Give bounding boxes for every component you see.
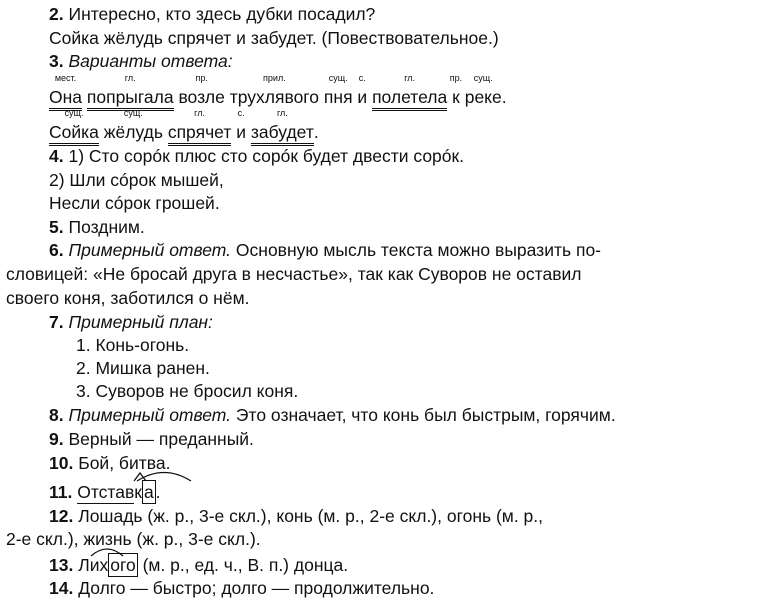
predicate-word: гл. попрыгала [87,86,174,111]
item-13 [49,553,348,577]
pos-label: гл. [404,73,416,83]
item-2-line-1 [49,3,375,25]
predicate-word: гл. спрячет [168,121,232,146]
pos-label: сущ. [123,108,143,118]
word-ending: ого [110,555,136,575]
item-9 [49,428,254,450]
plan-item-1: 1. Конь-огонь. [76,335,190,355]
item-4-line-1 [49,145,464,167]
pos-label: прил. [263,73,286,83]
item-number: 13. [49,555,74,575]
plan-item-2: 2. Мишка ранен. [76,358,210,378]
word-ending: а [143,482,154,502]
word: с. и [236,108,247,142]
item-8 [49,404,616,426]
pos-label: пр. [195,73,208,83]
item-number: 3. [49,51,64,71]
parsed-sentence-2: сущ. Сойка сущ. жёлудь гл. спрячет с. и гл. забудет. [49,121,319,146]
pos-label: гл. [124,73,136,83]
item-12-text: Лошадь (ж. р., 3-е скл.), конь (м. р., 2-е скл.), огонь (м. р., [78,506,544,526]
item-11: 11. Отставк а . [49,480,161,504]
parsed-sentence-1: мест. Она гл. попрыгала пр. возле прил. трухлявого сущ. пня с. и гл. полетела пр. к сущ. реке. [49,86,507,111]
item-8-italic: Примерный ответ. [68,405,232,425]
pos-label: сущ. [64,108,84,118]
item-5-text: Поздним. [68,217,145,237]
item-7-heading [49,311,213,333]
item-10-text: Бой, битва. [78,453,171,473]
item-number: 8. [49,405,64,425]
pos-label: пр. [449,73,463,83]
item-number: 5. [49,217,64,237]
word-morpheme-analysis [78,553,137,577]
item-6-line-3: своего коня, заботился о нём. [6,288,250,308]
item-14 [49,577,434,599]
word: прил. трухлявого [229,73,320,107]
subject-word: сущ. Сойка [49,121,99,146]
word: с. и [357,73,368,107]
pos-label: с. [358,73,366,83]
item-2-line-2: Сойка жёлудь спрячет и забудет. (Повествовательное.) [49,28,499,48]
word-morpheme-analysis [77,480,155,504]
item-12-line-2: 2-е скл.), жизнь (ж. р., 3-е скл.). [6,529,261,549]
predicate-word: гл. полетела [372,86,447,111]
item-6-line-1 [49,239,601,261]
word: сущ. жёлудь [103,108,163,142]
pos-label: сущ. [473,73,493,83]
item-number: 2. [49,4,64,24]
item-4-line-2: 2) Шли сóрок мышей, [49,170,224,190]
word: сущ. пня [323,73,353,107]
item-13-text: (м. р., ед. ч., В. п.) донца. [142,555,349,575]
item-number: 10. [49,453,74,473]
item-12-line-1 [49,505,543,527]
item-number: 14. [49,578,74,598]
item-6-text: Основную мысль текста можно выразить по- [235,240,602,260]
word: пр. к [449,73,463,107]
item-4-text: 1) Сто сорóк плюс сто сорóк будет двести сорóк. [68,146,465,166]
item-number: 7. [49,312,64,332]
word-root: Отстав [77,482,135,502]
item-number: 6. [49,240,64,260]
item-2-text: Интересно, кто здесь дубки посадил? [68,4,376,24]
item-6-italic: Примерный ответ. [68,240,232,260]
plan-item-3: 3. Суворов не бросил коня. [76,381,299,401]
item-6-line-2: словицей: «Не бросай друга в несчастье», так как Суворов не оставил [6,264,582,284]
word: сущ. реке [464,73,502,107]
item-3-title: Варианты ответа: [68,51,233,71]
item-10 [49,452,170,474]
item-number: 12. [49,506,74,526]
item-5 [49,216,145,238]
item-3-heading [49,50,233,72]
item-7-italic: Примерный план: [68,312,213,332]
item-4-line-3: Несли сóрок грошей. [49,193,220,213]
word-root: Лих [78,555,109,575]
item-8-text: Это означает, что конь был быстрым, горячим. [235,405,616,425]
item-number: 11. [49,482,73,502]
pos-label: сущ. [328,73,348,83]
pos-label: гл. [276,108,288,118]
predicate-word: гл. забудет [251,121,314,146]
subject-word: мест. Она [49,86,82,111]
pos-label: мест. [54,73,77,83]
item-14-text: Долго — быстро; долго — продолжительно. [78,578,435,598]
pos-label: гл. [194,108,206,118]
item-number: 9. [49,429,64,449]
item-number: 4. [49,146,64,166]
pos-label: с. [237,108,245,118]
word-suffix: к [134,481,142,503]
word: пр. возле [178,73,225,107]
item-9-text: Верный — преданный. [68,429,254,449]
